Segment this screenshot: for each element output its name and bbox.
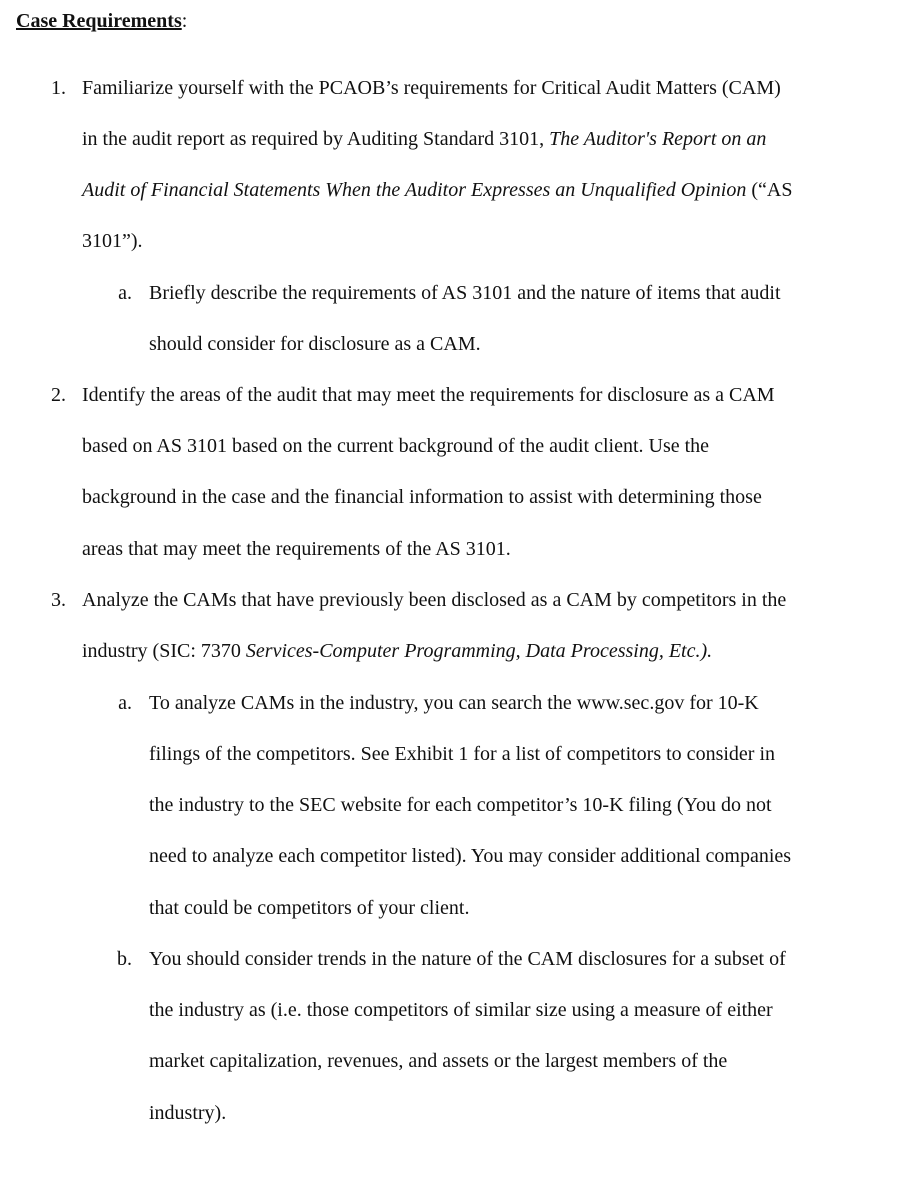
subitem-3a-line-5: that could be competitors of your client. <box>149 897 470 919</box>
item-2-line-1: Identify the areas of the audit that may meet the requirements for disclosure as a CAM <box>82 384 775 406</box>
item-number: 2. <box>51 384 66 406</box>
item-1-line-4: 3101”). <box>82 230 143 252</box>
subitem-3b-line-2: the industry as (i.e. those competitors of similar size using a measure of either <box>149 999 773 1021</box>
subitem-3a-line-3: the industry to the SEC website for each competitor’s 10-K filing (You do not <box>149 794 772 816</box>
item-number: 3. <box>51 589 66 611</box>
heading-colon: : <box>181 10 188 32</box>
subitem-3a-line-4: need to analyze each competitor listed). You may consider additional companies <box>149 845 792 867</box>
subitem-letter: b. <box>117 948 132 970</box>
subitem-1a-line-2: should consider for disclosure as a CAM. <box>149 333 481 355</box>
item-2-line-3: background in the case and the financial information to assist with determining those <box>82 486 762 508</box>
item-3-line-2 <box>82 637 712 665</box>
sic-description: Services-Computer Programming, Data Processing, Etc.). <box>245 640 713 662</box>
subitem-3a-line-2: filings of the competitors. See Exhibit 1 for a list of competitors to consider in <box>149 743 775 765</box>
item-1-line-2-text: in the audit report as required by Auditing Standard 3101, <box>82 128 550 150</box>
standard-title-part-1: The Auditor's Report on an <box>549 128 767 150</box>
subitem-3b-line-4: industry). <box>149 1102 227 1124</box>
item-1-line-2 <box>82 125 766 153</box>
section-heading <box>16 7 187 35</box>
item-1-line-3-suffix: (“AS <box>746 179 793 201</box>
item-number: 1. <box>51 77 66 99</box>
subitem-letter: a. <box>118 282 132 304</box>
heading-text: Case Requirements <box>16 10 182 32</box>
item-3-line-1: Analyze the CAMs that have previously been disclosed as a CAM by competitors in the <box>82 589 787 611</box>
subitem-3b-line-3: market capitalization, revenues, and assets or the largest members of the <box>149 1050 728 1072</box>
item-1-line-1: Familiarize yourself with the PCAOB’s requirements for Critical Audit Matters (CAM) <box>82 77 781 99</box>
subitem-1a-line-1: Briefly describe the requirements of AS 3101 and the nature of items that audit <box>149 282 781 304</box>
subitem-3b-line-1: You should consider trends in the nature of the CAM disclosures for a subset of <box>149 948 786 970</box>
subitem-3a-line-1: To analyze CAMs in the industry, you can search the www.sec.gov for 10-K <box>149 692 759 714</box>
item-1-line-3 <box>82 176 792 204</box>
subitem-letter: a. <box>118 692 132 714</box>
item-2-line-4: areas that may meet the requirements of the AS 3101. <box>82 538 511 560</box>
item-3-line-2-text: industry (SIC: 7370 <box>82 640 246 662</box>
item-2-line-2: based on AS 3101 based on the current background of the audit client. Use the <box>82 435 710 457</box>
standard-title-part-2: Audit of Financial Statements When the Auditor Expresses an Unqualified Opinion <box>82 179 747 201</box>
